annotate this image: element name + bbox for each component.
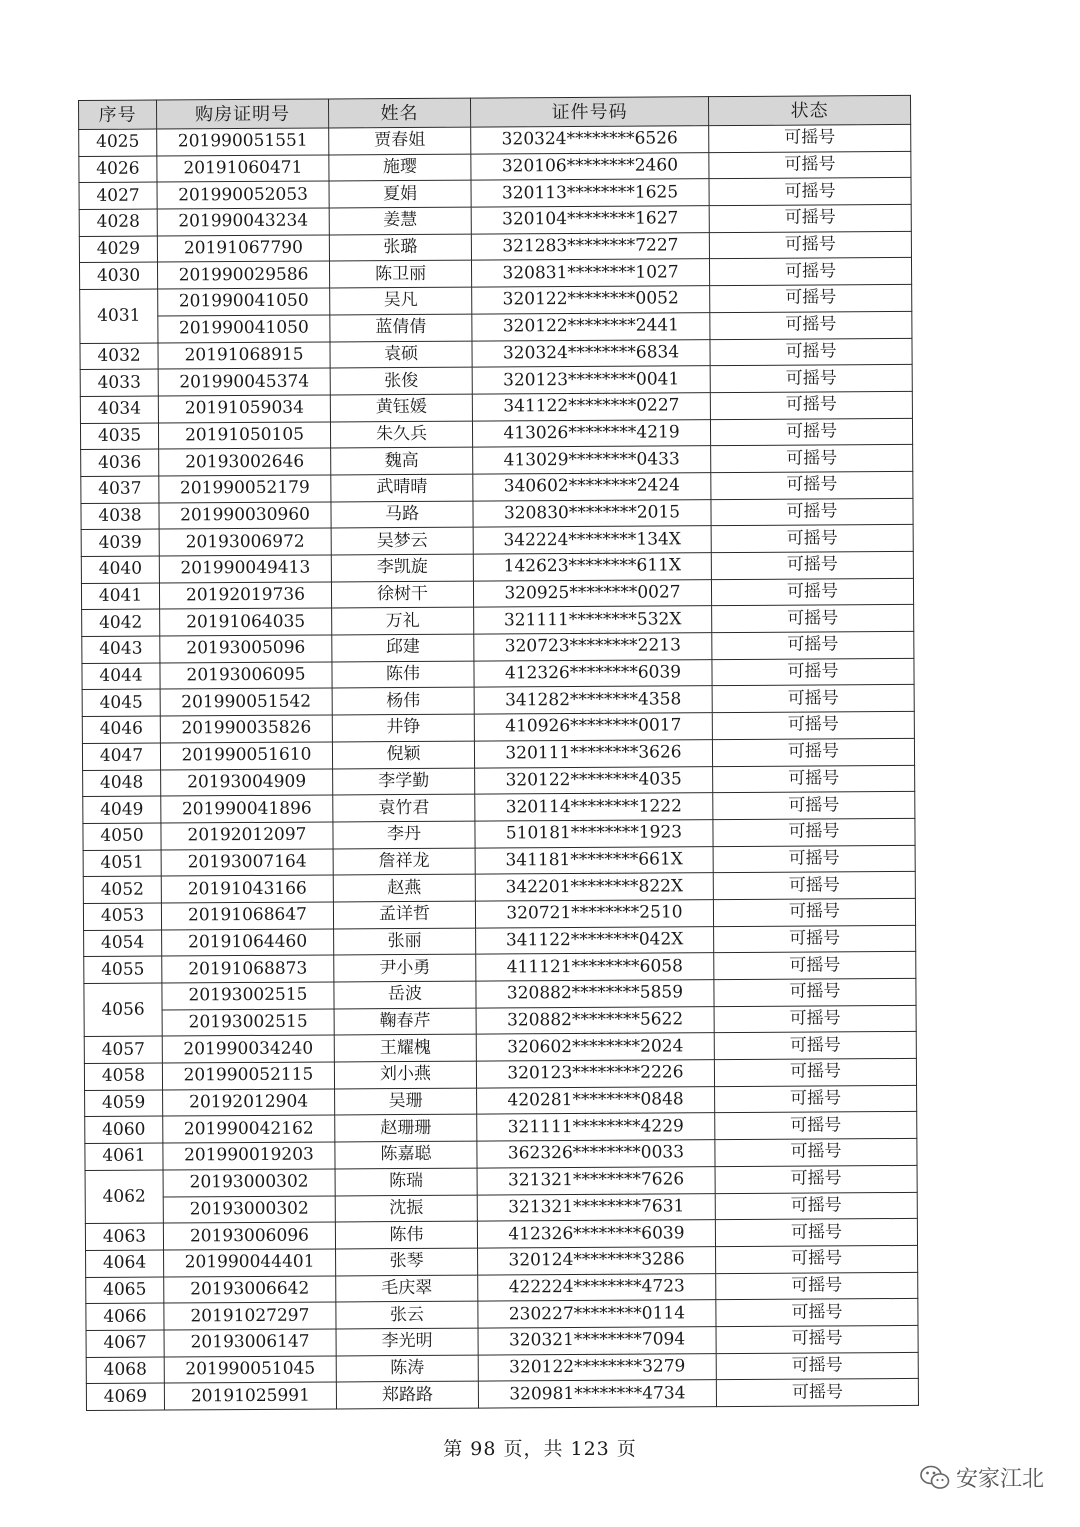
cell-cert: 201990041050 bbox=[158, 288, 330, 316]
cell-name: 邱建 bbox=[332, 634, 474, 662]
cell-status: 可摇号 bbox=[712, 631, 914, 659]
cell-seq: 4042 bbox=[82, 609, 160, 636]
cell-seq: 4059 bbox=[85, 1090, 163, 1117]
cell-cert: 201990044401 bbox=[164, 1249, 336, 1277]
cell-id: 340602********2424 bbox=[473, 473, 711, 501]
cell-name: 武晴晴 bbox=[331, 474, 473, 502]
cell-name: 陈卫丽 bbox=[329, 261, 471, 289]
cell-cert: 20193006642 bbox=[164, 1276, 336, 1304]
cell-cert: 20191027297 bbox=[164, 1302, 336, 1330]
cell-id: 420281********0848 bbox=[477, 1086, 715, 1114]
cell-status: 可摇号 bbox=[710, 338, 912, 366]
cell-name: 倪颖 bbox=[332, 741, 474, 769]
header-name: 姓名 bbox=[328, 98, 470, 128]
cell-id: 320602********2024 bbox=[476, 1033, 714, 1061]
cell-status: 可摇号 bbox=[710, 311, 912, 339]
cell-seq: 4062 bbox=[85, 1170, 163, 1224]
cell-seq: 4065 bbox=[86, 1277, 164, 1304]
cell-cert: 20192019736 bbox=[159, 582, 331, 610]
cell-cert: 201990052053 bbox=[157, 181, 329, 209]
cell-cert: 20191067790 bbox=[157, 235, 329, 263]
cell-cert: 201990035826 bbox=[160, 715, 332, 743]
cell-seq: 4048 bbox=[83, 770, 161, 797]
cell-status: 可摇号 bbox=[715, 1219, 917, 1247]
cell-name: 吴珊 bbox=[335, 1088, 477, 1116]
cell-seq: 4025 bbox=[79, 129, 157, 156]
cell-seq: 4045 bbox=[82, 689, 160, 716]
cell-seq: 4039 bbox=[81, 529, 159, 556]
cell-name: 岳波 bbox=[334, 981, 476, 1009]
cell-cert: 201990051610 bbox=[160, 742, 332, 770]
cell-status: 可摇号 bbox=[711, 525, 913, 553]
cell-cert: 20191068647 bbox=[161, 902, 333, 930]
cell-name: 詹祥龙 bbox=[333, 848, 475, 876]
cell-seq: 4050 bbox=[83, 823, 161, 850]
cell-id: 510181********1923 bbox=[475, 820, 713, 848]
cell-seq: 4057 bbox=[84, 1036, 162, 1063]
cell-id: 413029********0433 bbox=[473, 446, 711, 474]
cell-status: 可摇号 bbox=[713, 898, 915, 926]
cell-status: 可摇号 bbox=[714, 1005, 916, 1033]
cell-cert: 20191059034 bbox=[158, 395, 330, 423]
cell-name: 万礼 bbox=[332, 607, 474, 635]
cell-id: 320721********2510 bbox=[475, 900, 713, 928]
cell-seq: 4034 bbox=[80, 396, 158, 423]
cell-status: 可摇号 bbox=[712, 605, 914, 633]
cell-id: 341181********661X bbox=[475, 846, 713, 874]
cell-status: 可摇号 bbox=[716, 1352, 918, 1380]
cell-id: 321111********4229 bbox=[477, 1113, 715, 1141]
cell-status: 可摇号 bbox=[712, 685, 914, 713]
cell-status: 可摇号 bbox=[716, 1272, 918, 1300]
cell-name: 袁硕 bbox=[330, 341, 472, 369]
cell-status: 可摇号 bbox=[715, 1085, 917, 1113]
cell-cert: 201990034240 bbox=[162, 1035, 334, 1063]
cell-id: 320324********6526 bbox=[471, 126, 709, 154]
cell-status: 可摇号 bbox=[711, 471, 913, 499]
cell-cert: 201990052179 bbox=[159, 475, 331, 503]
cell-id: 320122********0052 bbox=[472, 286, 710, 314]
cell-seq: 4028 bbox=[79, 209, 157, 236]
cell-id: 411121********6058 bbox=[476, 953, 714, 981]
cell-status: 可摇号 bbox=[709, 151, 911, 179]
cell-name: 陈伟 bbox=[332, 661, 474, 689]
cell-seq: 4056 bbox=[84, 983, 162, 1037]
cell-cert: 20192012097 bbox=[161, 822, 333, 850]
cell-id: 342201********822X bbox=[475, 873, 713, 901]
cell-status: 可摇号 bbox=[714, 925, 916, 953]
cell-seq: 4030 bbox=[79, 262, 157, 289]
cell-cert: 20193005096 bbox=[160, 635, 332, 663]
cell-cert: 20193006096 bbox=[163, 1222, 335, 1250]
cell-seq: 4063 bbox=[85, 1223, 163, 1250]
cell-status: 可摇号 bbox=[711, 498, 913, 526]
cell-status: 可摇号 bbox=[713, 765, 915, 793]
cell-name: 毛庆翠 bbox=[336, 1275, 478, 1303]
cell-name: 张俊 bbox=[330, 367, 472, 395]
cell-name: 张琴 bbox=[336, 1248, 478, 1276]
cell-cert: 201990052115 bbox=[162, 1062, 334, 1090]
cell-id: 320111********3626 bbox=[474, 739, 712, 767]
cell-status: 可摇号 bbox=[711, 551, 913, 579]
cell-name: 黄钰媛 bbox=[330, 394, 472, 422]
cell-name: 徐树干 bbox=[331, 581, 473, 609]
cell-cert: 20193006147 bbox=[164, 1329, 336, 1357]
cell-id: 320321********7094 bbox=[478, 1327, 716, 1355]
cell-seq: 4052 bbox=[83, 876, 161, 903]
cell-id: 320104********1627 bbox=[471, 206, 709, 234]
cell-id: 320925********0027 bbox=[473, 579, 711, 607]
cell-name: 孟详哲 bbox=[333, 901, 475, 929]
cell-cert: 201990029586 bbox=[157, 261, 329, 289]
cell-id: 422224********4723 bbox=[478, 1273, 716, 1301]
cell-cert: 20191025991 bbox=[164, 1382, 336, 1410]
cell-status: 可摇号 bbox=[713, 845, 915, 873]
cell-seq: 4038 bbox=[81, 503, 159, 530]
cell-id: 320882********5859 bbox=[476, 980, 714, 1008]
cell-status: 可摇号 bbox=[709, 204, 911, 232]
cell-status: 可摇号 bbox=[714, 952, 916, 980]
header-status: 状态 bbox=[708, 95, 910, 125]
cell-seq: 4066 bbox=[86, 1303, 164, 1330]
cell-status: 可摇号 bbox=[716, 1299, 918, 1327]
cell-status: 可摇号 bbox=[713, 818, 915, 846]
cell-cert: 201990045374 bbox=[158, 368, 330, 396]
cell-name: 王耀槐 bbox=[334, 1034, 476, 1062]
cell-cert: 20193000302 bbox=[163, 1169, 335, 1197]
cell-seq: 4051 bbox=[83, 850, 161, 877]
cell-id: 320324********6834 bbox=[472, 339, 710, 367]
cell-seq: 4029 bbox=[79, 236, 157, 263]
cell-seq: 4043 bbox=[82, 636, 160, 663]
cell-name: 陈伟 bbox=[335, 1221, 477, 1249]
cell-name: 马路 bbox=[331, 501, 473, 529]
cell-status: 可摇号 bbox=[715, 1139, 917, 1167]
cell-status: 可摇号 bbox=[711, 578, 913, 606]
cell-cert: 201990051551 bbox=[157, 128, 329, 156]
cell-id: 320123********2226 bbox=[476, 1060, 714, 1088]
cell-status: 可摇号 bbox=[714, 1058, 916, 1086]
cell-id: 320113********1625 bbox=[471, 179, 709, 207]
lottery-roster-table bbox=[78, 95, 919, 1411]
cell-cert: 201990041050 bbox=[158, 315, 330, 343]
cell-id: 362326********0033 bbox=[477, 1140, 715, 1168]
cell-cert: 20193002515 bbox=[162, 982, 334, 1010]
cell-status: 可摇号 bbox=[716, 1245, 918, 1273]
cell-seq: 4033 bbox=[80, 369, 158, 396]
cell-seq: 4032 bbox=[80, 343, 158, 370]
cell-name: 张丽 bbox=[334, 928, 476, 956]
cell-status: 可摇号 bbox=[716, 1325, 918, 1353]
cell-seq: 4036 bbox=[81, 449, 159, 476]
cell-cert: 201990051045 bbox=[164, 1356, 336, 1384]
cell-seq: 4058 bbox=[84, 1063, 162, 1090]
cell-seq: 4069 bbox=[86, 1383, 164, 1410]
cell-status: 可摇号 bbox=[710, 365, 912, 393]
document-sheet bbox=[78, 95, 918, 1411]
cell-id: 142623********611X bbox=[473, 553, 711, 581]
cell-cert: 20191050105 bbox=[158, 422, 330, 450]
header-cert: 购房证明号 bbox=[157, 99, 329, 129]
cell-id: 320122********4035 bbox=[475, 766, 713, 794]
cell-name: 朱久兵 bbox=[330, 421, 472, 449]
cell-name: 杨伟 bbox=[332, 688, 474, 716]
cell-seq: 4027 bbox=[79, 182, 157, 209]
cell-id: 412326********6039 bbox=[474, 659, 712, 687]
cell-name: 赵燕 bbox=[333, 874, 475, 902]
cell-cert: 20191064035 bbox=[160, 608, 332, 636]
cell-cert: 20191068915 bbox=[158, 341, 330, 369]
cell-name: 鞠春芹 bbox=[334, 1008, 476, 1036]
cell-status: 可摇号 bbox=[709, 258, 911, 286]
cell-id: 321111********532X bbox=[474, 606, 712, 634]
cell-status: 可摇号 bbox=[716, 1379, 918, 1407]
cell-id: 320122********2441 bbox=[472, 312, 710, 340]
cell-id: 320114********1222 bbox=[475, 793, 713, 821]
cell-status: 可摇号 bbox=[709, 178, 911, 206]
cell-id: 320882********5622 bbox=[476, 1006, 714, 1034]
cell-seq: 4064 bbox=[86, 1250, 164, 1277]
cell-seq: 4037 bbox=[81, 476, 159, 503]
cell-name: 李学勤 bbox=[333, 768, 475, 796]
cell-seq: 4035 bbox=[80, 423, 158, 450]
cell-cert: 20193002515 bbox=[162, 1009, 334, 1037]
cell-cert: 201990030960 bbox=[159, 502, 331, 530]
cell-id: 321321********7626 bbox=[477, 1166, 715, 1194]
cell-status: 可摇号 bbox=[715, 1112, 917, 1140]
cell-status: 可摇号 bbox=[712, 738, 914, 766]
cell-cert: 20193004909 bbox=[161, 768, 333, 796]
header-seq: 序号 bbox=[79, 100, 157, 129]
cell-cert: 201990041896 bbox=[161, 795, 333, 823]
cell-status: 可摇号 bbox=[713, 792, 915, 820]
cell-status: 可摇号 bbox=[714, 1032, 916, 1060]
cell-status: 可摇号 bbox=[710, 418, 912, 446]
cell-cert: 201990043234 bbox=[157, 208, 329, 236]
cell-name: 吴梦云 bbox=[331, 527, 473, 555]
cell-name: 陈瑞 bbox=[335, 1168, 477, 1196]
cell-status: 可摇号 bbox=[712, 658, 914, 686]
cell-seq: 4047 bbox=[82, 743, 160, 770]
cell-status: 可摇号 bbox=[710, 285, 912, 313]
cell-cert: 201990019203 bbox=[163, 1142, 335, 1170]
table-row bbox=[86, 1379, 918, 1411]
cell-seq: 4026 bbox=[79, 156, 157, 183]
cell-seq: 4060 bbox=[85, 1116, 163, 1143]
cell-cert: 20191064460 bbox=[162, 929, 334, 957]
cell-cert: 201990049413 bbox=[159, 555, 331, 583]
cell-id: 320106********2460 bbox=[471, 152, 709, 180]
cell-status: 可摇号 bbox=[709, 124, 911, 152]
cell-seq: 4031 bbox=[80, 289, 158, 343]
cell-id: 320124********3286 bbox=[478, 1247, 716, 1275]
cell-cert: 20193000302 bbox=[163, 1195, 335, 1223]
cell-seq: 4068 bbox=[86, 1357, 164, 1384]
cell-name: 贾春姐 bbox=[329, 127, 471, 155]
cell-seq: 4040 bbox=[81, 556, 159, 583]
cell-name: 尹小勇 bbox=[334, 954, 476, 982]
cell-name: 井铮 bbox=[332, 714, 474, 742]
cell-name: 吴凡 bbox=[330, 287, 472, 315]
cell-name: 陈涛 bbox=[336, 1355, 478, 1383]
cell-name: 袁竹君 bbox=[333, 794, 475, 822]
cell-seq: 4046 bbox=[82, 716, 160, 743]
cell-name: 陈嘉聪 bbox=[335, 1141, 477, 1169]
cell-status: 可摇号 bbox=[715, 1192, 917, 1220]
cell-seq: 4055 bbox=[84, 956, 162, 983]
cell-cert: 20193002646 bbox=[159, 448, 331, 476]
cell-name: 沈振 bbox=[335, 1195, 477, 1223]
cell-id: 320122********3279 bbox=[478, 1353, 716, 1381]
cell-name: 李光明 bbox=[336, 1328, 478, 1356]
cell-status: 可摇号 bbox=[709, 231, 911, 259]
cell-name: 郑路路 bbox=[336, 1381, 478, 1409]
watermark-text: 安家江北 bbox=[955, 1467, 1044, 1492]
cell-seq: 4067 bbox=[86, 1330, 164, 1357]
cell-name: 刘小燕 bbox=[334, 1061, 476, 1089]
cell-name: 张云 bbox=[336, 1301, 478, 1329]
cell-seq: 4053 bbox=[83, 903, 161, 930]
cell-name: 李丹 bbox=[333, 821, 475, 849]
cell-id: 321283********7227 bbox=[471, 232, 709, 260]
cell-status: 可摇号 bbox=[715, 1165, 917, 1193]
cell-id: 341122********042X bbox=[476, 926, 714, 954]
cell-status: 可摇号 bbox=[711, 445, 913, 473]
cell-id: 320831********1027 bbox=[471, 259, 709, 287]
page-number: 第 98 页，共 123 页 bbox=[443, 1438, 637, 1460]
cell-id: 320123********0041 bbox=[472, 366, 710, 394]
cell-id: 413026********4219 bbox=[472, 419, 710, 447]
cell-seq: 4044 bbox=[82, 663, 160, 690]
cell-cert: 201990042162 bbox=[163, 1115, 335, 1143]
header-id: 证件号码 bbox=[470, 97, 708, 127]
cell-status: 可摇号 bbox=[714, 978, 916, 1006]
cell-name: 夏娟 bbox=[329, 180, 471, 208]
cell-id: 230227********0114 bbox=[478, 1300, 716, 1328]
cell-name: 魏高 bbox=[331, 447, 473, 475]
cell-name: 蓝倩倩 bbox=[330, 314, 472, 342]
cell-id: 320723********2213 bbox=[474, 633, 712, 661]
cell-name: 赵珊珊 bbox=[335, 1115, 477, 1143]
cell-id: 321321********7631 bbox=[477, 1193, 715, 1221]
cell-seq: 4041 bbox=[81, 583, 159, 610]
cell-seq: 4061 bbox=[85, 1143, 163, 1170]
cell-cert: 20193006095 bbox=[160, 662, 332, 690]
cell-name: 姜慧 bbox=[329, 207, 471, 235]
cell-name: 张璐 bbox=[329, 234, 471, 262]
cell-name: 李凯旋 bbox=[331, 554, 473, 582]
watermark-brand bbox=[920, 1462, 1044, 1493]
cell-id: 320830********2015 bbox=[473, 499, 711, 527]
table-body bbox=[79, 124, 919, 1410]
cell-seq: 4049 bbox=[83, 796, 161, 823]
cell-status: 可摇号 bbox=[712, 712, 914, 740]
cell-status: 可摇号 bbox=[713, 872, 915, 900]
cell-cert: 20191043166 bbox=[161, 875, 333, 903]
cell-id: 341282********4358 bbox=[474, 686, 712, 714]
cell-cert: 20191060471 bbox=[157, 155, 329, 183]
cell-id: 412326********6039 bbox=[477, 1220, 715, 1248]
cell-cert: 20191068873 bbox=[162, 955, 334, 983]
cell-id: 320981********4734 bbox=[478, 1380, 716, 1408]
cell-seq: 4054 bbox=[84, 930, 162, 957]
cell-cert: 20193006972 bbox=[159, 528, 331, 556]
cell-status: 可摇号 bbox=[710, 391, 912, 419]
cell-name: 施璎 bbox=[329, 154, 471, 182]
cell-cert: 20193007164 bbox=[161, 849, 333, 877]
cell-id: 410926********0017 bbox=[474, 713, 712, 741]
wechat-icon bbox=[920, 1465, 950, 1491]
cell-id: 342224********134X bbox=[473, 526, 711, 554]
cell-cert: 201990051542 bbox=[160, 688, 332, 716]
cell-id: 341122********0227 bbox=[472, 393, 710, 421]
cell-cert: 20192012904 bbox=[163, 1089, 335, 1117]
